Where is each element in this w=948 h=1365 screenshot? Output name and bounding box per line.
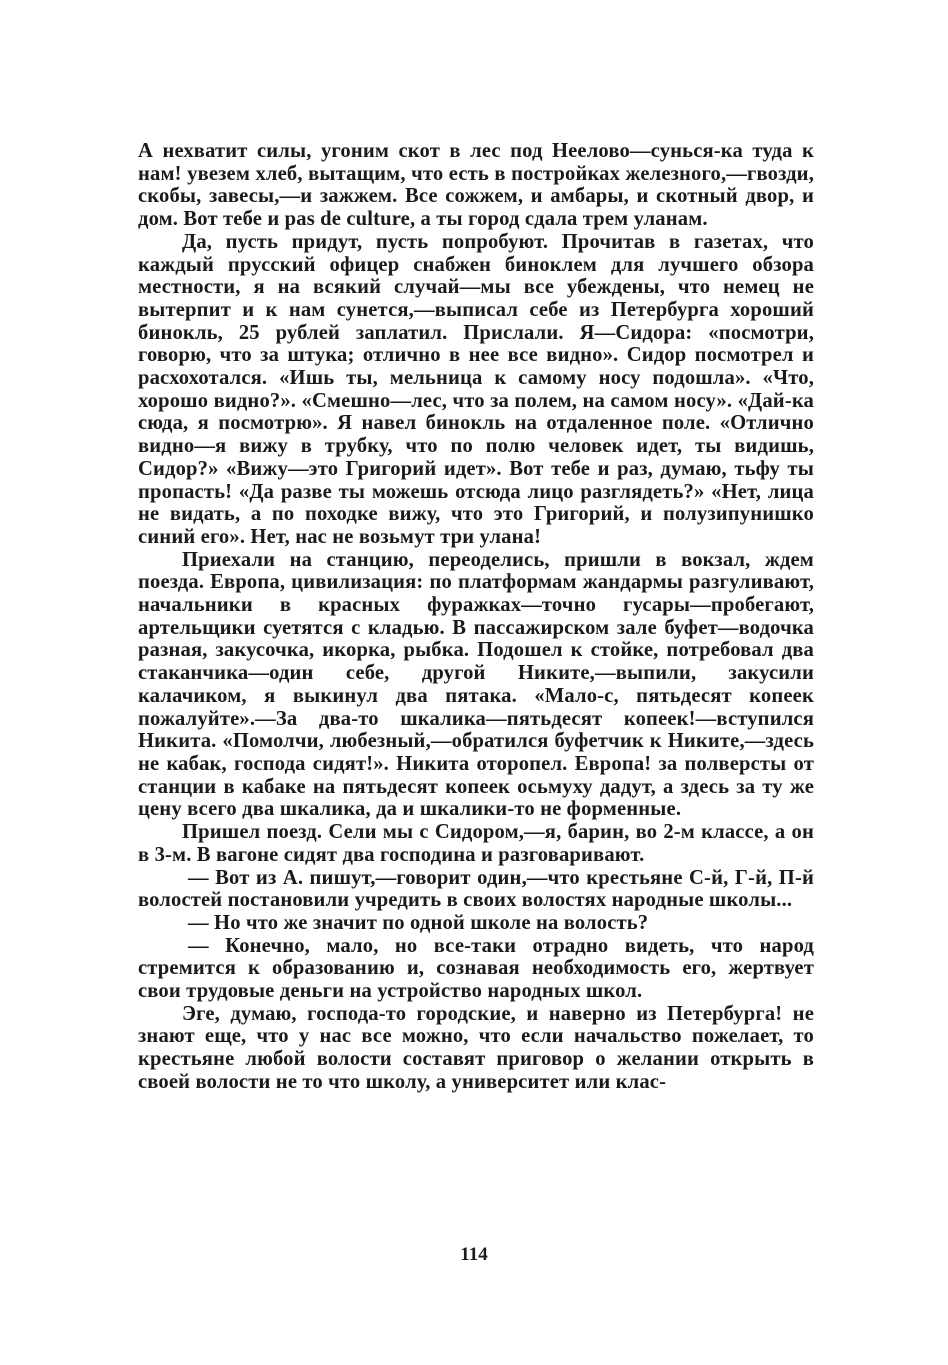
paragraph: Эге, думаю, господа-то городские, и наверно из Петербурга! не знают еще, что у нас все можно, что если начальство пожелает, то крестьяне любой волости составят приговор о желании открыть в своей волости не то что школу, а университет или клас- (138, 1002, 814, 1093)
paragraph: А нехватит силы, угоним скот в лес под Неелово—сунься-ка туда к нам! увезем хлеб, вытащим, что есть в постройках железного,—гвозди, скобы, завесы,—и зажжем. Все сожжем, и амбары, и скотный двор, и дом. Вот тебе и pas de culture, а ты город сдала трем уланам. (138, 140, 814, 231)
paragraph: Да, пусть придут, пусть попробуют. Прочитав в газетах, что каждый прусский офицер снабжен биноклем для лучшего обзора местности, я на всякий случай—мы все убеждены, что немец не вытерпит и к нам сунется,—выписал себе из Петербурга хороший бинокль, 25 рублей заплатил. Прислали. Я—Сидора: «посмотри, говорю, что за штука; отлично в нее все видно». Сидор посмотрел и расхохотался. «Ишь ты, мельница к самому носу подошла». «Что, хорошо видно?». «Смешно—лес, что за полем, на самом носу». «Дай-ка сюда, я посмотрю». Я навел бинокль на отдаленное поле. «Отлично видно—я вижу в трубку, что по полю человек идет, ты видишь, Сидор?» «Вижу—это Григорий идет». Вот тебе и раз, думаю, тьфу ты пропасть! «Да разве ты можешь отсюда лицо разглядеть?» «Нет, лица не видать, а по походке вижу, что это Григорий, и полузипунишко синий его». Нет, нас не возьмут три улана! (138, 230, 814, 548)
body-text (138, 140, 814, 1094)
dialogue-line: — Но что же значит по одной школе на волость? (188, 911, 649, 934)
dialogue-line: — Вот из А. пишут,—говорит один,—что крестьяне С-й, Г-й, П-й волостей постановили учредить в своих волостях народные школы... (138, 866, 814, 912)
dialogue-line: — Конечно, мало, но все-таки отрадно видеть, что народ стремится к образованию и, сознавая необходимость его, жертвует свои трудовые деньги на устройство народных школ. (138, 934, 814, 1003)
paragraph: Приехали на станцию, переоделись, пришли в вокзал, ждем поезда. Европа, цивилизация: по платформам жандармы разгуливают, начальники в красных фуражках—точно гусары—пробегают, артельщики суетятся с кладью. В пассажирском зале буфет—водочка разная, закусочка, икорка, рыбка. Подошел к стойке, потребовал два стаканчика—один себе, другой Никите,—выпили, закусили калачиком, я выкинул два пятака. «Мало-с, пятьдесят копеек пожалуйте».—За два-то шкалика—пятьдесят копеек!—вступился Никита. «Помолчи, любезный,—обратился буфетчик к Никите,—здесь не кабак, господа сидят!». Никита оторопел. Европа! за полверсты от станции в кабаке на пятьдесят копеек осьмуху дадут, а здесь за ту же цену всего два шкалика, да и шкалики-то не форменные. (138, 548, 814, 821)
page-number: 114 (460, 1244, 488, 1265)
paragraph: Пришел поезд. Сели мы с Сидором,—я, барин, во 2-м классе, а он в 3-м. В вагоне сидят два господина и разговаривают. (138, 821, 814, 866)
